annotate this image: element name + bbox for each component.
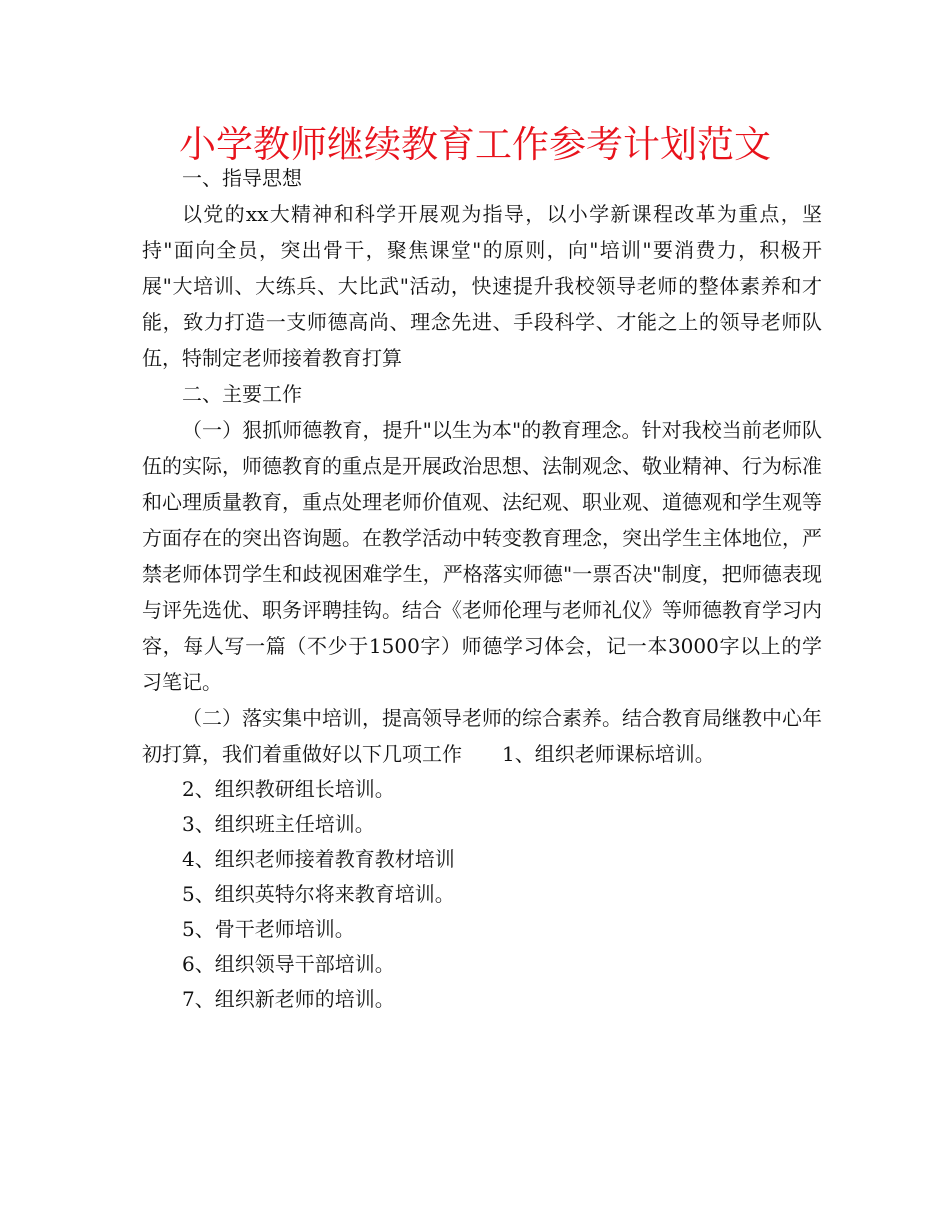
list-item: 5、组织英特尔将来教育培训。 [182,882,455,906]
document-title: 小学教师继续教育工作参考计划范文 [179,123,771,166]
list-item: 7、组织新老师的培训。 [182,987,395,1011]
paragraph-ethics-education: （一）狠抓师德教育，提升"以生为本"的教育理念。针对我校当前老师队伍的实际，师德教育的重点是开展政治思想、法制观念、敬业精神、行为标准和心理质量教育，重点处理老师价值观、法纪观、职业观、道德观和学生观等方面存在的突出咨询题。在教学活动中转变教育理念，突出学生主体地位，严禁老师体罚学生和歧视困难学生，严格落实师德"一票否决"制度，把师德表现与评先选优、职务评聘挂钩。结合《老师伦理与老师礼仪》等师德教育学习内容，每人写一篇（不少于1500字）师德学习体会，记一本3000字以上的学习笔记。 [142,418,822,694]
list-item: 3、组织班主任培训。 [182,812,375,836]
paragraph-centralized-training: （二）落实集中培训，提高领导老师的综合素养。结合教育局继教中心年初打算，我们着重做好以下几项工作 1、组织老师课标培训。 [142,706,822,766]
list-item: 5、骨干老师培训。 [182,917,355,941]
section-heading-guiding-thought: 一、指导思想 [182,166,302,190]
paragraph-guiding-thought: 以党的xx大精神和科学开展观为指导，以小学新课程改革为重点，坚持"面向全员，突出骨干，聚焦课堂"的原则，向"培训"要消费力，积极开展"大培训、大练兵、大比武"活动，快速提升我校领导老师的整体素养和才能，致力打造一支师德高尚、理念先进、手段科学、才能之上的领导老师队伍，特制定老师接着教育打算 [142,202,822,370]
section-heading-main-work: 二、主要工作 [182,382,302,406]
list-item: 4、组织老师接着教育教材培训 [182,847,455,871]
document-body [142,160,822,1017]
list-item: 6、组织领导干部培训。 [182,952,395,976]
list-item: 2、组织教研组长培训。 [182,777,395,801]
